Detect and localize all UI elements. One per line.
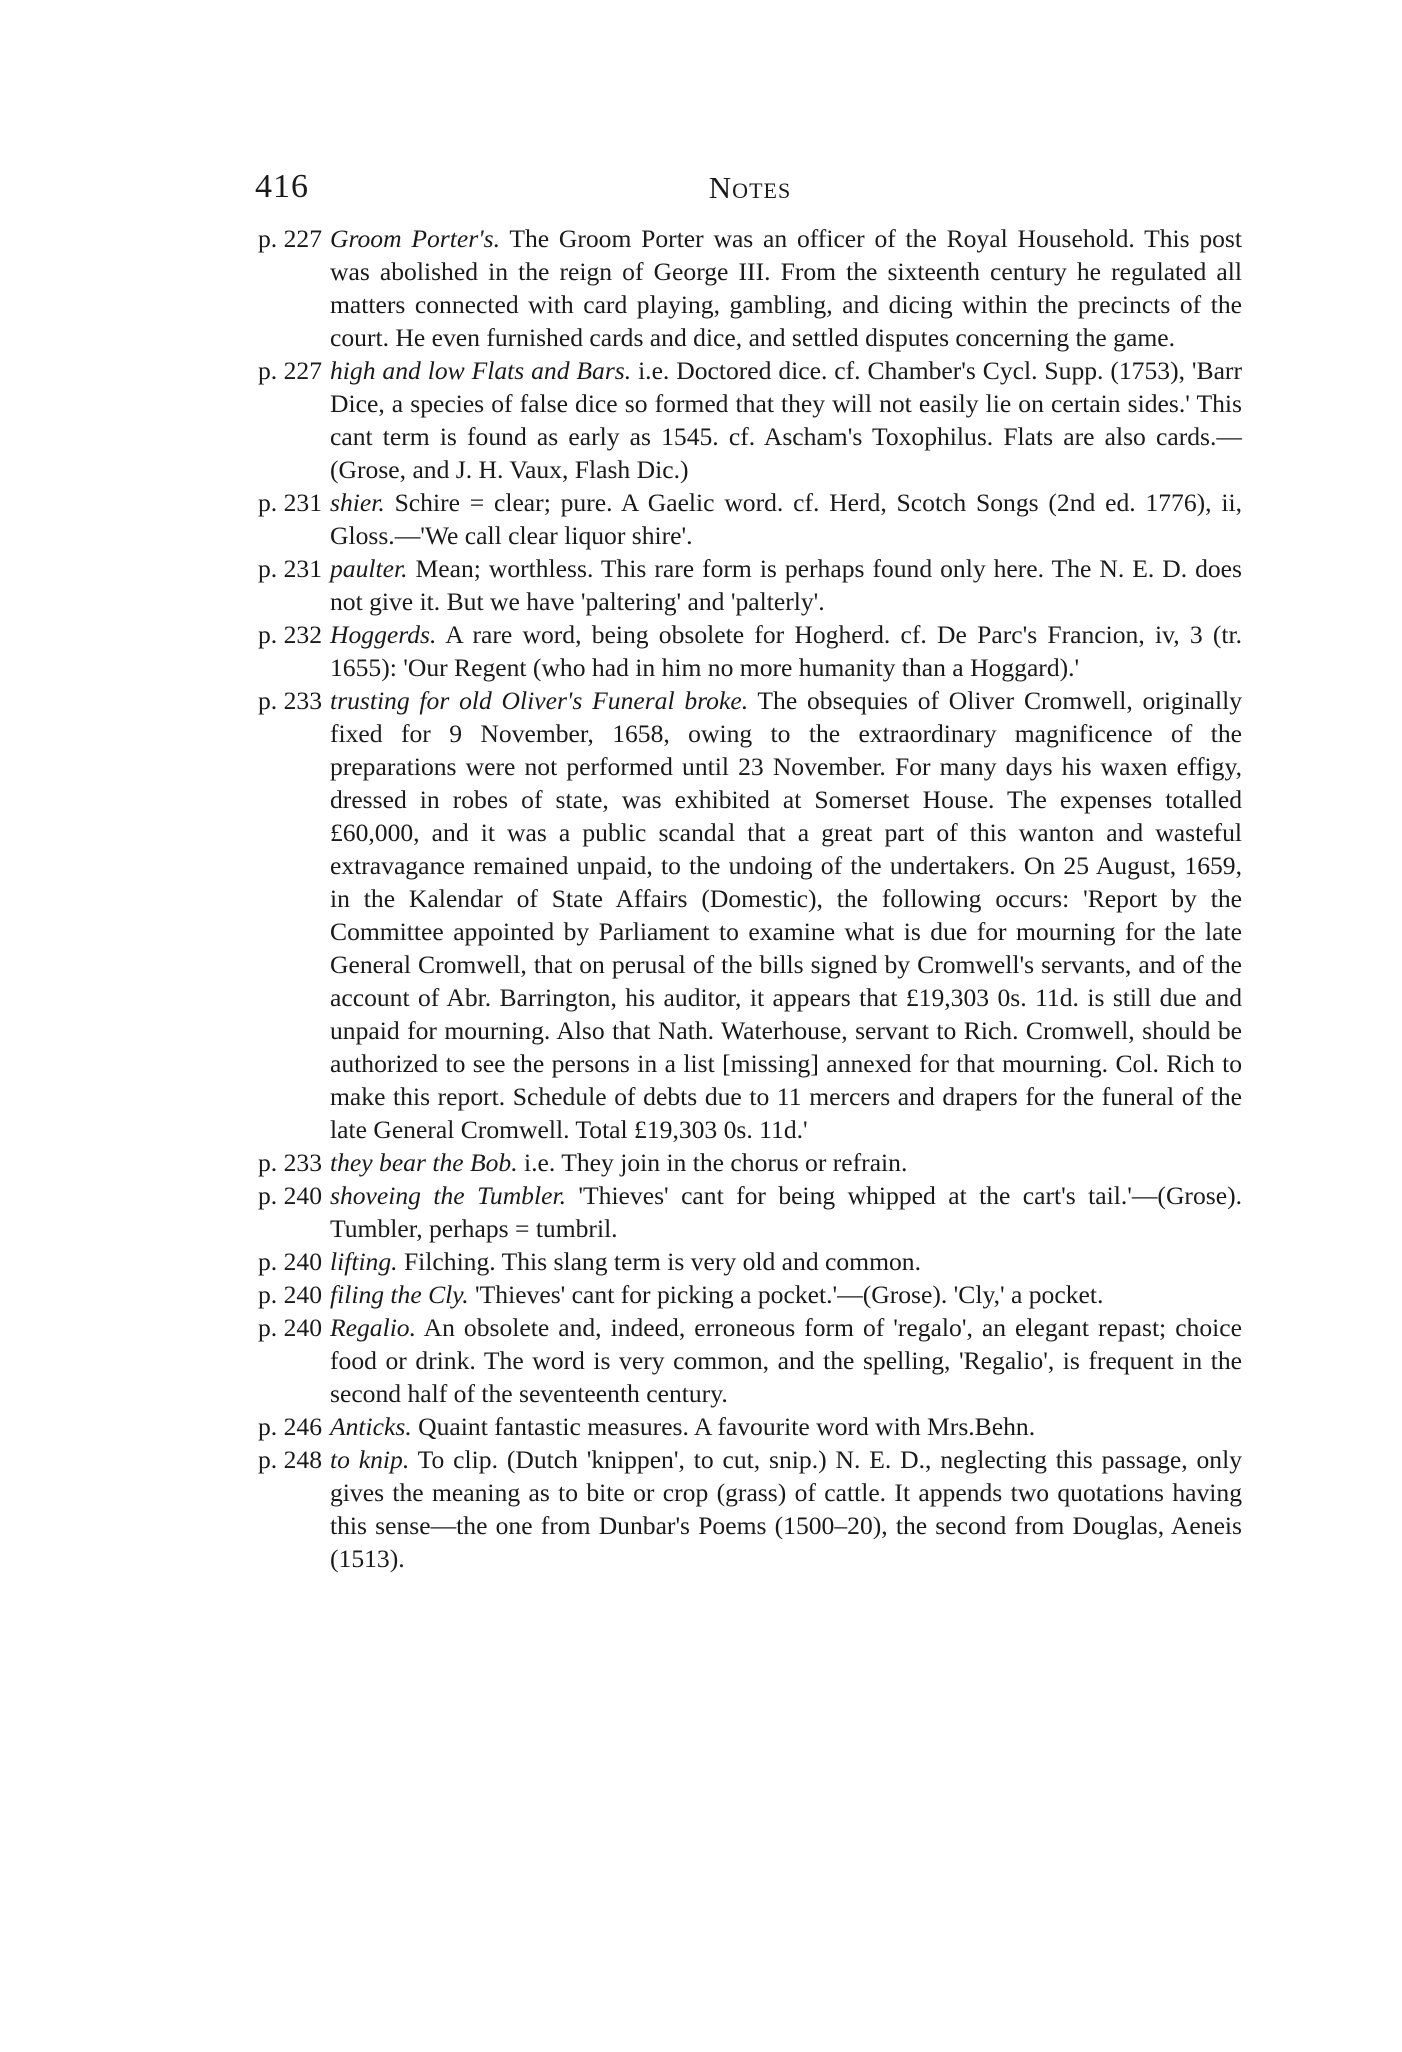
note-page-ref: p. 240 [258,1181,322,1210]
note-page-ref: p. 248 [258,1445,322,1474]
note-term: shoveing the Tumbler. [330,1181,566,1210]
note-body: i.e. Doctored dice. cf. Chamber's Cycl. Supp. (1753), 'Barr Dice, a species of false dice so formed that they will not easily lie on certain sides.' This cant term is found as early as 1545. cf. Ascham's Toxophilus. Flats are also cards.—(Grose, and J. H. Vaux, Flash Dic.) [330,356,1242,484]
note-term: they bear the Bob. [330,1148,518,1177]
note-term: Anticks. [330,1412,412,1441]
note-entry [258,552,1242,618]
note-page-ref: p. 227 [258,224,322,253]
note-entry [258,684,1242,1146]
note-term: trusting for old Oliver's Funeral broke. [330,686,749,715]
note-body: Mean; worthless. This rare form is perhaps found only here. The N. E. D. does not give it. But we have 'paltering' and 'palterly'. [330,554,1242,616]
note-term: paulter. [330,554,408,583]
note-body: A rare word, being obsolete for Hogherd. cf. De Parc's Francion, iv, 3 (tr. 1655): 'Our Regent (who had in him no more humanity than a Hoggard).' [330,620,1242,682]
note-page-ref: p. 240 [258,1313,322,1342]
note-body: The Groom Porter was an officer of the Royal Household. This post was abolished in the reign of George III. From the sixteenth century he regulated all matters connected with card playing, gambling, and dicing within the precincts of the court. He even furnished cards and dice, and settled disputes concerning the game. [330,224,1243,352]
note-body: An obsolete and, indeed, erroneous form of 'regalo', an elegant repast; choice food or drink. The word is very common, and the spelling, 'Regalio', is frequent in the second half of the seventeenth century. [330,1313,1242,1408]
note-entry [258,1410,1242,1443]
note-entry [258,1443,1242,1575]
notes-list [258,222,1242,1575]
note-page-ref: p. 232 [258,620,322,649]
page-header [255,168,1245,220]
note-term: high and low Flats and Bars. [330,356,632,385]
note-page-ref: p. 231 [258,488,322,517]
note-entry [258,1146,1242,1179]
note-entry [258,1278,1242,1311]
note-page-ref: p. 240 [258,1280,322,1309]
note-entry [258,1311,1242,1410]
note-body: i.e. They join in the chorus or refrain. [524,1148,908,1177]
note-body: Quaint fantastic measures. A favourite word with Mrs.Behn. [418,1412,1036,1441]
note-page-ref: p. 246 [258,1412,322,1441]
note-body: Filching. This slang term is very old and common. [403,1247,921,1276]
note-body: 'Thieves' cant for being whipped at the cart's tail.'—(Grose). Tumbler, perhaps = tumbril. [330,1181,1242,1243]
page-number: 416 [255,168,309,205]
note-entry [258,1245,1242,1278]
note-entry [258,1179,1242,1245]
note-page-ref: p. 231 [258,554,322,583]
note-entry [258,618,1242,684]
note-entry [258,354,1242,486]
note-page-ref: p. 240 [258,1247,322,1276]
note-body: Schire = clear; pure. A Gaelic word. cf. Herd, Scotch Songs (2nd ed. 1776), ii, Gloss.—'We call clear liquor shire'. [330,488,1242,550]
note-term: Hoggerds. [330,620,437,649]
note-page-ref: p. 227 [258,356,322,385]
note-term: lifting. [330,1247,398,1276]
note-entry [258,222,1242,354]
note-body: 'Thieves' cant for picking a pocket.'—(Grose). 'Cly,' a pocket. [475,1280,1104,1309]
note-body: The obsequies of Oliver Cromwell, originally fixed for 9 November, 1658, owing to the extraordinary magnificence of the preparations were not performed until 23 November. For many days his waxen effigy, dressed in robes of state, was exhibited at Somerset House. The expenses totalled £60,000, and it was a public scandal that a great part of this wanton and wasteful extravagance remained unpaid, to the undoing of the undertakers. On 25 August, 1659, in the Kalendar of State Affairs (Domestic), the following occurs: 'Report by the Committee appointed by Parliament to examine what is due for mourning for the late General Cromwell, that on perusal of the bills signed by Cromwell's servants, and of the account of Abr. Barrington, his auditor, it appears that £19,303 0s. 11d. is still due and unpaid for mourning. Also that Nath. Waterhouse, servant to Rich. Cromwell, should be authorized to see the persons in a list [missing] annexed for that mourning. Col. Rich to make this report. Schedule of debts due to 11 mercers and drapers for the funeral of the late General Cromwell. Total £19,303 0s. 11d.' [330,686,1243,1144]
note-body: To clip. (Dutch 'knippen', to cut, snip.) N. E. D., neglecting this passage, only gives the meaning as to bite or crop (grass) of cattle. It appends two quotations having this sense—the one from Dunbar's Poems (1500–20), the second from Douglas, Aeneis (1513). [330,1445,1243,1573]
running-title: Notes [708,170,792,205]
note-term: Groom Porter's. [330,224,500,253]
note-page-ref: p. 233 [258,1148,322,1177]
note-term: shier. [330,488,385,517]
note-page-ref: p. 233 [258,686,322,715]
note-term: to knip. [330,1445,410,1474]
note-term: Regalio. [330,1313,417,1342]
note-term: filing the Cly. [330,1280,469,1309]
note-entry [258,486,1242,552]
